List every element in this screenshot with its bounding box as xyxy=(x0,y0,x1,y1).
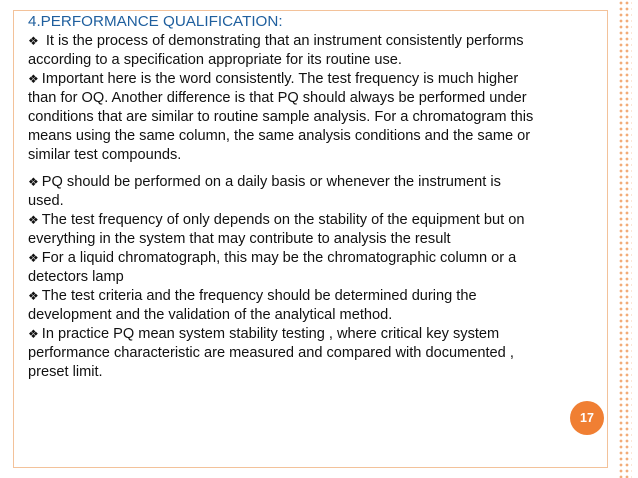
diamond-bullet-icon: ❖ xyxy=(28,72,39,86)
paragraph-line: The test frequency of only depends on the stability of the equipment but on xyxy=(41,212,525,228)
section-heading: 4.PERFORMANCE QUALIFICATION: xyxy=(28,13,283,30)
diamond-bullet-icon: ❖ xyxy=(28,289,39,303)
paragraph-spacer xyxy=(28,165,588,173)
slide-content xyxy=(28,12,588,382)
diamond-bullet-icon: ❖ xyxy=(28,213,39,227)
paragraph-line: used. xyxy=(28,193,64,209)
diamond-bullet-icon: ❖ xyxy=(28,251,39,265)
paragraph-group-1 xyxy=(28,32,588,165)
paragraph-line: It is the process of demonstrating that an instrument consistently performs xyxy=(41,33,524,49)
bullet-paragraph xyxy=(28,211,588,249)
bullet-paragraph xyxy=(28,173,588,211)
diamond-bullet-icon: ❖ xyxy=(28,175,39,189)
bullet-paragraph xyxy=(28,287,588,325)
paragraph-line: The test criteria and the frequency should be determined during the xyxy=(41,288,477,304)
bullet-paragraph xyxy=(28,70,588,165)
page-number-badge: 17 xyxy=(570,401,604,435)
diamond-bullet-icon: ❖ xyxy=(28,327,39,341)
paragraph-line: means using the same column, the same analysis conditions and the same or xyxy=(28,128,531,144)
bullet-paragraph xyxy=(28,325,588,382)
paragraph-line: according to a specification appropriate for its routine use. xyxy=(28,52,402,68)
paragraph-line: Important here is the word consistently. The test frequency is much higher xyxy=(41,71,519,87)
paragraph-line: everything in the system that may contribute to analysis the result xyxy=(28,231,451,247)
bullet-paragraph xyxy=(28,32,588,70)
paragraph-line: In practice PQ mean system stability testing , where critical key system xyxy=(41,326,500,342)
paragraph-line: development and the validation of the analytical method. xyxy=(28,307,393,323)
paragraph-line: preset limit. xyxy=(28,364,103,380)
paragraph-line: PQ should be performed on a daily basis or whenever the instrument is xyxy=(41,174,501,190)
paragraph-line: conditions that are similar to routine sample analysis. For a chromatogram this xyxy=(28,109,534,125)
paragraph-line: performance characteristic are measured and compared with documented , xyxy=(28,345,514,361)
paragraph-line: similar test compounds. xyxy=(28,147,182,163)
bullet-paragraph xyxy=(28,249,588,287)
paragraph-line: than for OQ. Another difference is that PQ should always be performed under xyxy=(28,90,527,106)
paragraph-line: For a liquid chromatograph, this may be the chromatographic column or a xyxy=(41,250,517,266)
paragraph-group-2 xyxy=(28,173,588,382)
decorative-dot-pattern xyxy=(618,0,632,478)
diamond-bullet-icon: ❖ xyxy=(28,34,39,48)
paragraph-line: detectors lamp xyxy=(28,269,124,285)
